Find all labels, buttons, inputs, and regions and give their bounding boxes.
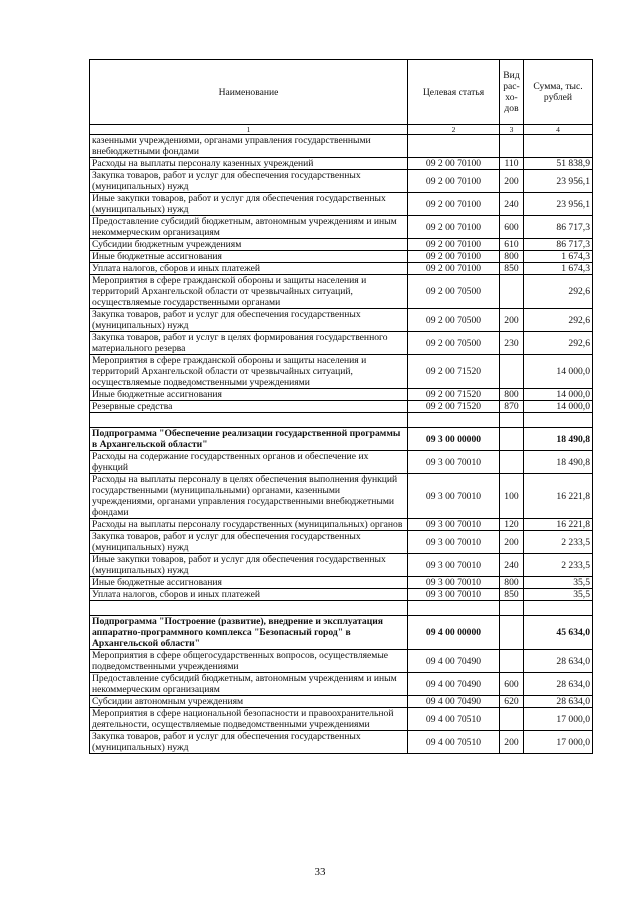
name-cell: Предоставление субсидий бюджетным, автономным учреждениям и иным некоммерческим организациям [90,673,408,696]
code-cell: 09 4 00 70490 [408,696,500,708]
name-cell: Предоставление субсидий бюджетным, автономным учреждениям и иным некоммерческим организациям [90,216,408,239]
vid-cell [500,355,524,389]
sum-cell: 86 717,3 [524,239,593,251]
table-row [90,554,593,577]
code-cell: 09 4 00 70490 [408,650,500,673]
code-cell: 09 2 00 71520 [408,389,500,401]
sum-cell: 18 490,8 [524,451,593,474]
vid-cell: 200 [500,309,524,332]
name-cell: казенными учреждениями, органами управления государственными внебюджетными фондами [90,135,408,158]
name-cell: Расходы на содержание государственных органов и обеспечение их функций [90,451,408,474]
name-cell: Закупка товаров, работ и услуг для обеспечения государственных (муниципальных) нужд [90,309,408,332]
table-row [90,251,593,263]
vid-cell: 230 [500,332,524,355]
header-vid: Вид рас- хо- дов [500,60,524,125]
table-row [90,158,593,170]
table-row [90,673,593,696]
vid-cell: 200 [500,170,524,193]
name-cell: Расходы на выплаты персоналу государственных (муниципальных) органов [90,519,408,531]
sum-cell: 51 838,9 [524,158,593,170]
sum-cell: 35,5 [524,577,593,589]
vid-cell: 100 [500,474,524,519]
name-cell: Субсидии автономным учреждениям [90,696,408,708]
code-cell: 09 3 00 70010 [408,577,500,589]
sum-cell: 86 717,3 [524,216,593,239]
sum-cell: 1 674,3 [524,263,593,275]
header-name: Наименование [90,60,408,125]
vid-cell [500,650,524,673]
sum-cell: 2 233,5 [524,554,593,577]
column-number: 3 [500,125,524,135]
vid-cell: 800 [500,251,524,263]
empty-cell [500,413,524,428]
header-code: Целевая статья [408,60,500,125]
name-cell: Иные закупки товаров, работ и услуг для обеспечения государственных (муниципальных) нужд [90,193,408,216]
code-cell: 09 2 00 70100 [408,170,500,193]
sum-cell: 16 221,8 [524,474,593,519]
name-cell: Закупка товаров, работ и услуг для обеспечения государственных (муниципальных) нужд [90,170,408,193]
sum-cell: 2 233,5 [524,531,593,554]
table-row [90,309,593,332]
code-cell: 09 2 00 70100 [408,251,500,263]
table-row [90,263,593,275]
vid-cell: 120 [500,519,524,531]
code-cell: 09 4 00 70510 [408,708,500,731]
name-cell: Мероприятия в сфере общегосударственных вопросов, осуществляемые подведомственными учреждениями [90,650,408,673]
table-row [90,170,593,193]
vid-cell: 200 [500,531,524,554]
name-cell: Иные бюджетные ассигнования [90,389,408,401]
code-cell: 09 2 00 70100 [408,216,500,239]
table-row [90,135,593,158]
table-row [90,193,593,216]
table-row [90,577,593,589]
sum-cell: 17 000,0 [524,708,593,731]
name-cell: Мероприятия в сфере гражданской обороны и защиты населения и территорий Архангельской области от чрезвычайных ситуаций, осуществляемые подведомственными учреждениями [90,355,408,389]
vid-cell: 110 [500,158,524,170]
table-row [90,589,593,601]
name-cell: Закупка товаров, работ и услуг для обеспечения государственных (муниципальных) нужд [90,531,408,554]
code-cell: 09 2 00 70100 [408,239,500,251]
name-cell: Мероприятия в сфере гражданской обороны и защиты населения и территорий Архангельской области от чрезвычайных ситуаций, осуществляемые государственными органами [90,275,408,309]
vid-cell: 850 [500,589,524,601]
name-cell: Подпрограмма "Обеспечение реализации государственной программы в Архангельской области" [90,428,408,451]
table-row [90,332,593,355]
code-cell: 09 4 00 70490 [408,673,500,696]
name-cell: Мероприятия в сфере национальной безопасности и правоохранительной деятельности, осуществляемые подведомственными учреждениями [90,708,408,731]
vid-cell: 870 [500,401,524,413]
table-row [90,696,593,708]
table-row [90,451,593,474]
column-number: 4 [524,125,593,135]
sum-cell: 45 634,0 [524,616,593,650]
sum-cell: 14 000,0 [524,401,593,413]
table-row [90,401,593,413]
code-cell: 09 4 00 00000 [408,616,500,650]
sum-cell: 292,6 [524,332,593,355]
table-row [90,731,593,754]
name-cell: Субсидии бюджетным учреждениям [90,239,408,251]
table-row [90,474,593,519]
budget-table [89,59,593,754]
table-row [90,389,593,401]
column-number: 1 [90,125,408,135]
code-cell: 09 2 00 70500 [408,309,500,332]
spacer-row [90,413,593,428]
name-cell: Закупка товаров, работ и услуг в целях формирования государственного материального резерва [90,332,408,355]
vid-cell [500,708,524,731]
vid-cell [500,275,524,309]
empty-cell [500,601,524,616]
name-cell: Расходы на выплаты персоналу в целях обеспечения выполнения функций государственными (муниципальными) органами, казенными учреждениями, органами управления государственными внебюджетными фондами [90,474,408,519]
column-number-row [90,125,593,135]
code-cell: 09 2 00 70500 [408,332,500,355]
vid-cell [500,135,524,158]
name-cell: Иные бюджетные ассигнования [90,577,408,589]
empty-cell [90,413,408,428]
table-row [90,216,593,239]
sum-cell [524,135,593,158]
code-cell: 09 3 00 70010 [408,589,500,601]
code-cell: 09 2 00 70100 [408,193,500,216]
name-cell: Иные закупки товаров, работ и услуг для обеспечения государственных (муниципальных) нужд [90,554,408,577]
name-cell: Резервные средства [90,401,408,413]
table-row [90,616,593,650]
sum-cell: 16 221,8 [524,519,593,531]
code-cell: 09 3 00 00000 [408,428,500,451]
sum-cell: 14 000,0 [524,389,593,401]
sum-cell: 292,6 [524,275,593,309]
column-number: 2 [408,125,500,135]
table-row [90,239,593,251]
vid-cell: 850 [500,263,524,275]
sum-cell: 292,6 [524,309,593,332]
name-cell: Закупка товаров, работ и услуг для обеспечения государственных (муниципальных) нужд [90,731,408,754]
table-row [90,519,593,531]
empty-cell [524,413,593,428]
table-row [90,531,593,554]
code-cell: 09 2 00 70500 [408,275,500,309]
empty-cell [408,413,500,428]
vid-cell [500,428,524,451]
header-sum: Сумма, тыс. рублей [524,60,593,125]
sum-cell: 1 674,3 [524,251,593,263]
vid-cell: 600 [500,673,524,696]
vid-cell: 620 [500,696,524,708]
vid-cell: 600 [500,216,524,239]
empty-cell [90,601,408,616]
sum-cell: 23 956,1 [524,193,593,216]
sum-cell: 28 634,0 [524,650,593,673]
sum-cell: 14 000,0 [524,355,593,389]
code-cell: 09 4 00 70510 [408,731,500,754]
vid-cell [500,616,524,650]
code-cell: 09 3 00 70010 [408,451,500,474]
code-cell: 09 3 00 70010 [408,474,500,519]
code-cell: 09 2 00 70100 [408,158,500,170]
code-cell: 09 3 00 70010 [408,554,500,577]
vid-cell: 800 [500,577,524,589]
sum-cell: 18 490,8 [524,428,593,451]
vid-cell: 200 [500,731,524,754]
sum-cell: 28 634,0 [524,696,593,708]
table-row [90,708,593,731]
code-cell [408,135,500,158]
code-cell: 09 3 00 70010 [408,519,500,531]
table-row [90,275,593,309]
vid-cell: 800 [500,389,524,401]
empty-cell [524,601,593,616]
vid-cell: 240 [500,193,524,216]
code-cell: 09 3 00 70010 [408,531,500,554]
sum-cell: 35,5 [524,589,593,601]
sum-cell: 17 000,0 [524,731,593,754]
name-cell: Подпрограмма "Построение (развитие), внедрение и эксплуатация аппаратно-программного комплекса "Безопасный город" в Архангельской области" [90,616,408,650]
page-number: 33 [314,866,326,878]
table-row [90,428,593,451]
name-cell: Уплата налогов, сборов и иных платежей [90,263,408,275]
sum-cell: 23 956,1 [524,170,593,193]
vid-cell: 240 [500,554,524,577]
table-row [90,355,593,389]
code-cell: 09 2 00 70100 [408,263,500,275]
table-row [90,650,593,673]
sum-cell: 28 634,0 [524,673,593,696]
vid-cell: 610 [500,239,524,251]
vid-cell [500,451,524,474]
table-header-row [90,60,593,125]
name-cell: Расходы на выплаты персоналу казенных учреждений [90,158,408,170]
code-cell: 09 2 00 71520 [408,355,500,389]
code-cell: 09 2 00 71520 [408,401,500,413]
name-cell: Иные бюджетные ассигнования [90,251,408,263]
spacer-row [90,601,593,616]
empty-cell [408,601,500,616]
name-cell: Уплата налогов, сборов и иных платежей [90,589,408,601]
